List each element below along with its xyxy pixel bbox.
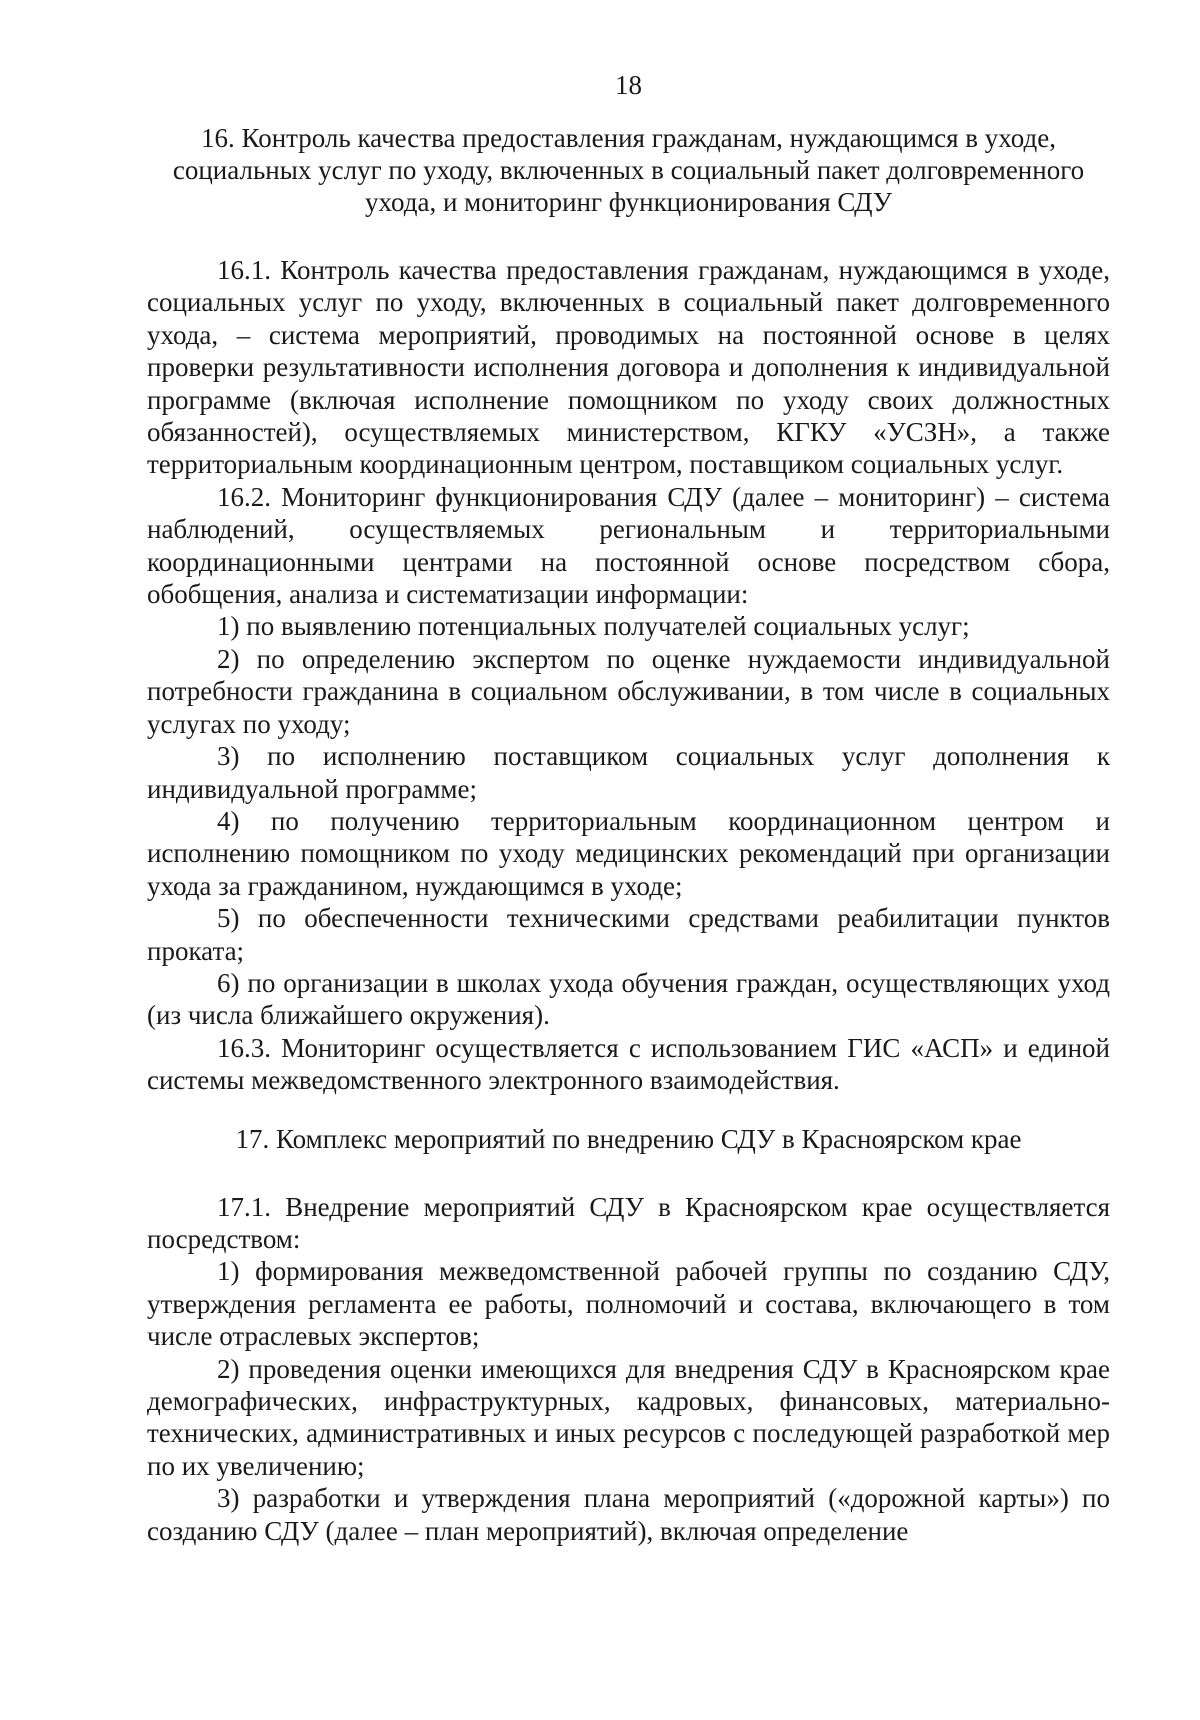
paragraph-16-1: 16.1. Контроль качества предоставления гражданам, нуждающимся в уходе, социальных услуг по уходу, включенных в социальный пакет долговременного ухода, – система мероприятий, проводимых на постоянной основе в целях проверки результативности исполнения договора и дополнения к индивидуальной программе (включая исполнение помощником по уходу своих должностных обязанностей), осуществляемых министерством, КГКУ «УСЗН», а также территориальным координационным центром, поставщиком социальных услуг. <box>147 255 1110 480</box>
list-item-16-2-5: 5) по обеспеченности техническими средствами реабилитации пунктов проката; <box>147 903 1110 966</box>
paragraph-16-2: 16.2. Мониторинг функционирования СДУ (далее – мониторинг) – система наблюдений, осуществляемых региональным и территориальными координационными центрами на постоянной основе посредством сбора, обобщения, анализа и систематизации информации: <box>147 481 1110 610</box>
document-page <box>147 60 1110 1547</box>
list-item-16-2-6: 6) по организации в школах ухода обучения граждан, осуществляющих уход (из числа ближайшего окружения). <box>147 967 1110 1031</box>
list-item-16-2-1: 1) по выявлению потенциальных получателей социальных услуг; <box>217 611 970 642</box>
list-item-17-1-2: 2) проведения оценки имеющихся для внедрения СДУ в Красноярском крае демографических, инфраструктурных, кадровых, финансовых, материально-технических, административных и иных ресурсов с последующей разработкой мер по их увеличению; <box>147 1353 1110 1481</box>
list-item-16-2-4: 4) по получению территориальным координационном центром и исполнению помощником по уходу медицинских рекомендаций при организации ухода за гражданином, нуждающимся в уходе; <box>147 805 1110 901</box>
list-item-17-1-1: 1) формирования межведомственной рабочей группы по созданию СДУ, утверждения регламента ее работы, полномочий и состава, включающего в том числе отраслевых экспертов; <box>147 1256 1110 1352</box>
page-number: 18 <box>615 70 642 100</box>
paragraph-16-3: 16.3. Мониторинг осуществляется с использованием ГИС «АСП» и единой системы межведомственного электронного взаимодействия. <box>147 1032 1110 1096</box>
section-16-heading: 16. Контроль качества предоставления гражданам, нуждающимся в уходе, социальных услуг по уходу, включенных в социальный пакет долговременного ухода, и мониторинг функционирования СДУ <box>172 123 1085 217</box>
list-item-17-1-3: 3) разработки и утверждения плана мероприятий («дорожной карты») по созданию СДУ (далее – план мероприятий), включая определение <box>147 1483 1110 1546</box>
list-item-16-2-2: 2) по определению экспертом по оценке нуждаемости индивидуальной потребности гражданина в социальном обслуживании, в том числе в социальных услугах по уходу; <box>147 643 1110 739</box>
section-17-heading: 17. Комплекс мероприятий по внедрению СДУ в Красноярском крае <box>235 1123 1022 1154</box>
paragraph-17-1: 17.1. Внедрение мероприятий СДУ в Красноярском крае осуществляется посредством: <box>147 1191 1110 1254</box>
list-item-16-2-3: 3) по исполнению поставщиком социальных услуг дополнения к индивидуальной программе; <box>147 741 1110 804</box>
